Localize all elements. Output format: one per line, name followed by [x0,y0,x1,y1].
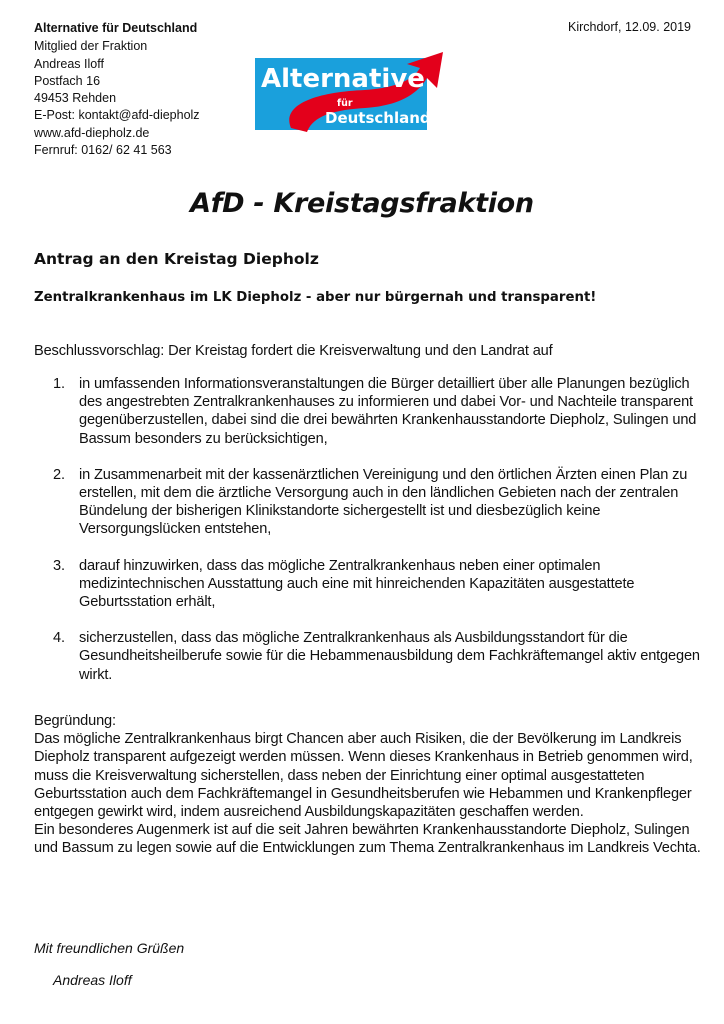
logo-word-fuer: für [337,98,353,109]
sender-line: Mitglied der Fraktion [34,39,148,54]
list-item [34,629,704,684]
sender-phone: Fernruf: 0162/ 62 41 563 [34,143,172,158]
list-item [34,375,704,448]
item-text: darauf hinzuwirken, dass das mögliche Zentralkrankenhaus neben einer optimalen medizintechnischen Ausstattung auch eine mit hinreichenden Kapazitäten ausgestattete Geburtsstation erhält, [79,557,635,611]
reasoning-paragraph: Ein besonderes Augenmerk ist auf die seit Jahren bewährten Krankenhausstandorte Diepholz, Sulingen und Bassum zu legen sowie auf die Entwicklungen zum Thema Zentralkrankenhaus im Landkreis Vechta. [34,822,701,857]
closing-salutation: Mit freundlichen Grüßen [34,940,185,956]
item-number: 3. [53,557,65,574]
logo-word-alternative: Alternative [261,64,425,94]
document-title: AfD - Kreistagsfraktion [190,188,534,219]
sender-line: Postfach 16 [34,73,101,88]
item-text: sicherzustellen, dass das mögliche Zentralkrankenhaus als Ausbildungsstandort für die Gesundheitsheilberufe sowie für die Hebammenausbildung dem Fachkräftemangel aktiv entgegen wirkt. [79,630,700,683]
sender-website: www.afd-diepholz.de [34,125,150,140]
sender-line: 49453 Rehden [34,91,117,106]
party-logo [255,50,445,132]
item-text: in Zusammenarbeit mit der kassenärztlichen Vereinigung und den örtlichen Ärzten einen Plan zu erstellen, mit dem die ärztliche Versorgung auch in den ländlichen Gebieten nach der zentralen Bündelung der bisherigen Klinikstandorte sichergestellt ist und diesbezüglich keine Versorgungslücken entstehen, [79,466,688,538]
date-line: Kirchdorf, 12.09. 2019 [568,20,691,34]
item-text: in umfassenden Informationsveranstaltungen die Bürger detailliert über alle Planungen bezüglich des angestrebten Zentralkrankenhauses zu informieren und dabei Vor- und Nachteile transparent gegenüberzustellen, dabei sind die drei bewährten Krankenhausstandorte Diepholz, Sulingen und Bassum besonders zu berücksichtigen, [79,376,697,447]
motion-subheading: Zentralkrankenhaus im LK Diepholz - aber nur bürgernah und transparent! [34,290,597,305]
reasoning-paragraph: Das mögliche Zentralkrankenhaus birgt Chancen aber auch Risiken, die der Bevölkerung im Landkreis Diepholz transparent aufgezeigt werden müssen. Wenn dieses Krankenhaus in Betrieb genommen wird, muss die Kreisverwaltung sicherstellen, dass neben der Einrichtung einer optimal ausgestatteten Geburtsstation auch dem Fachkräftemangel in Gesundheitsberufen wie Hebammen und Krankenpfleger entgegen gewirkt wird, indem ausreichend Ausbildungskapazitäten geschaffen werden. [34,731,693,821]
logo-word-deutschland: Deutschland [325,109,431,127]
sender-address-block [34,20,200,159]
reasoning-section [34,712,714,858]
item-number: 2. [53,466,65,483]
item-number: 1. [53,376,65,392]
sender-organization: Alternative für Deutschland [34,21,198,35]
list-item [34,466,704,539]
signature-name: Andreas Iloff [53,972,132,988]
reasoning-label: Begründung: [34,713,116,729]
sender-email: E-Post: kontakt@afd-diepholz [34,108,200,123]
item-number: 4. [53,630,65,647]
list-item [34,557,704,612]
sender-line: Andreas Iloff [34,56,104,71]
motion-heading: Antrag an den Kreistag Diepholz [34,250,319,268]
resolution-list [34,375,704,702]
resolution-intro: Beschlussvorschlag: Der Kreistag fordert die Kreisverwaltung und den Landrat auf [34,343,553,359]
